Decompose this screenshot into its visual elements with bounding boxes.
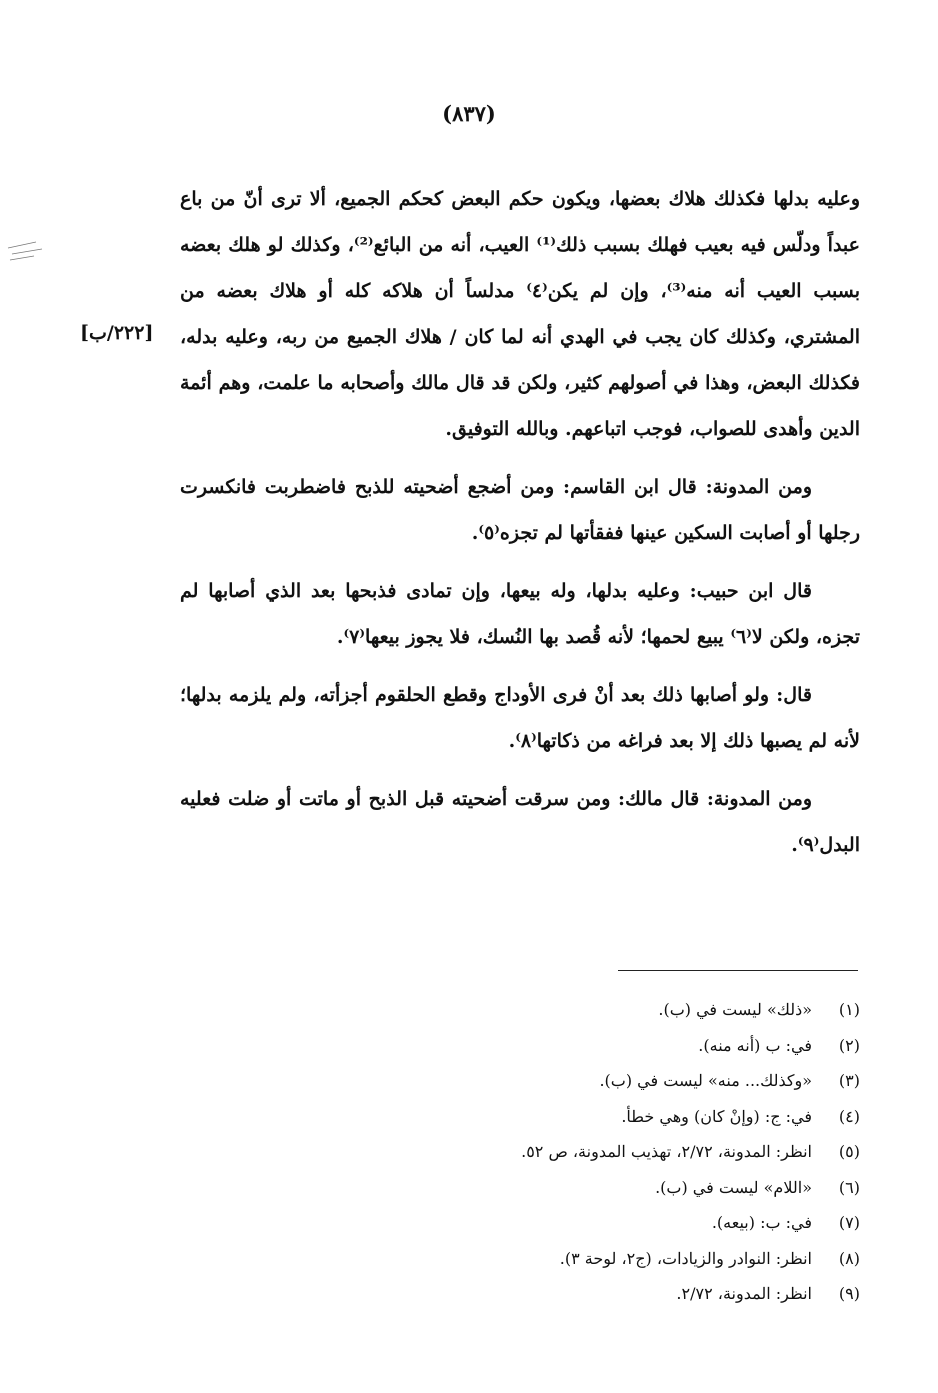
page-number: (٨٣٧) bbox=[442, 101, 496, 126]
footnote-number: (٩) bbox=[838, 1284, 860, 1303]
footnote-number: (٣) bbox=[838, 1071, 860, 1090]
footnote-item bbox=[300, 1063, 860, 1099]
paragraph-3: قال ابن حبيب: وعليه بدلها، وله بيعها، وإن تمادى فذبحها بعد الذي أصابها لم تجزه، ولكن لا⁽٦⁾ يبيع لحمها؛ لأنه قُصد بها النُسك، فلا يجوز بيعها⁽٧⁾. bbox=[180, 580, 860, 648]
footnote-number: (٧) bbox=[838, 1213, 860, 1232]
footnote-separator bbox=[618, 970, 858, 971]
footnote-text: في: ب (أنه منه). bbox=[698, 1035, 812, 1055]
paragraph-5: ومن المدونة: قال مالك: ومن سرقت أضحيته قبل الذبح أو ماتت أو ضلت فعليه البدل⁽٩⁾. bbox=[180, 788, 860, 856]
footnote-item bbox=[300, 1241, 860, 1277]
footnote-number: (٦) bbox=[838, 1177, 860, 1197]
footnote-item bbox=[300, 1170, 860, 1206]
footnote-item bbox=[300, 1205, 860, 1241]
footnote-number: (١) bbox=[838, 1000, 860, 1019]
footnote-text: «اللام» ليست في (ب). bbox=[655, 1177, 812, 1197]
footnotes-list bbox=[300, 992, 860, 1312]
footnote-text: في: ب: (بيعه). bbox=[711, 1213, 812, 1232]
footnote-number: (٨) bbox=[838, 1248, 860, 1268]
footnote-text: انظر: النوادر والزيادات، (ج٢، لوحة ٣). bbox=[559, 1248, 812, 1268]
footnote-text: «وكذلك... منه» ليست في (ب). bbox=[599, 1071, 812, 1090]
main-text bbox=[180, 176, 860, 868]
margin-scribble-mark bbox=[6, 240, 46, 264]
footnote-number: (٥) bbox=[838, 1142, 860, 1161]
paragraph-4: قال: ولو أصابها ذلك بعد أنْ فرى الأوداج وقطع الحلقوم أجزأته، ولم يلزمه بدلها؛ لأنه لم يصبها ذلك إلا بعد فراغه من ذكاتها⁽٨⁾. bbox=[180, 684, 860, 752]
footnote-item bbox=[300, 1276, 860, 1312]
manuscript-folio-reference: [٢٢٢/ب] bbox=[80, 322, 154, 344]
paragraph-1: وعليه بدلها فكذلك هلاك بعضها، ويكون حكم البعض كحكم الجميع، ألا ترى أنّ من باع عبداً ودلّس فيه بعيب فهلك بسبب ذلك⁽¹⁾ العيب، أنه من البائع⁽²⁾، وكذلك لو هلك بعضه بسبب العيب أنه منه⁽³⁾، وإن لم يكن⁽٤⁾ مدلساً أن هلاكه كله أو هلاك بعضه من المشتري، وكذلك كان يجب في الهدي أنه لما كان / هلاك الجميع من ربه، وعليه بدله، فكذلك البعض، وهذا في أصولهم كثير، ولكن قد قال مالك وأصحابه ما علمت، وهم أئمة الدين وأهدى للصواب، فوجب اتباعهم. وبالله التوفيق. bbox=[180, 188, 861, 440]
footnote-text: في: ج: (وإنْ كان) وهي خطأ. bbox=[621, 1106, 812, 1126]
footnote-item bbox=[300, 1099, 860, 1135]
paragraph-2: ومن المدونة: قال ابن القاسم: ومن أضجع أضحيته للذبح فاضطربت فانكسرت رجلها أو أصابت السكين عينها ففقأتها لم تجزه⁽٥⁾. bbox=[180, 476, 860, 544]
footnote-item bbox=[300, 992, 860, 1028]
footnote-item bbox=[300, 1028, 860, 1064]
footnote-number: (٢) bbox=[838, 1035, 860, 1055]
footnote-text: «ذلك» ليست في (ب). bbox=[658, 1000, 812, 1019]
footnote-text: انظر: المدونة، ٢/٧٢، تهذيب المدونة، ص ٥٢. bbox=[521, 1142, 812, 1161]
footnote-item bbox=[300, 1134, 860, 1170]
footnote-text: انظر: المدونة، ٢/٧٢. bbox=[676, 1284, 812, 1303]
footnote-number: (٤) bbox=[838, 1106, 860, 1126]
